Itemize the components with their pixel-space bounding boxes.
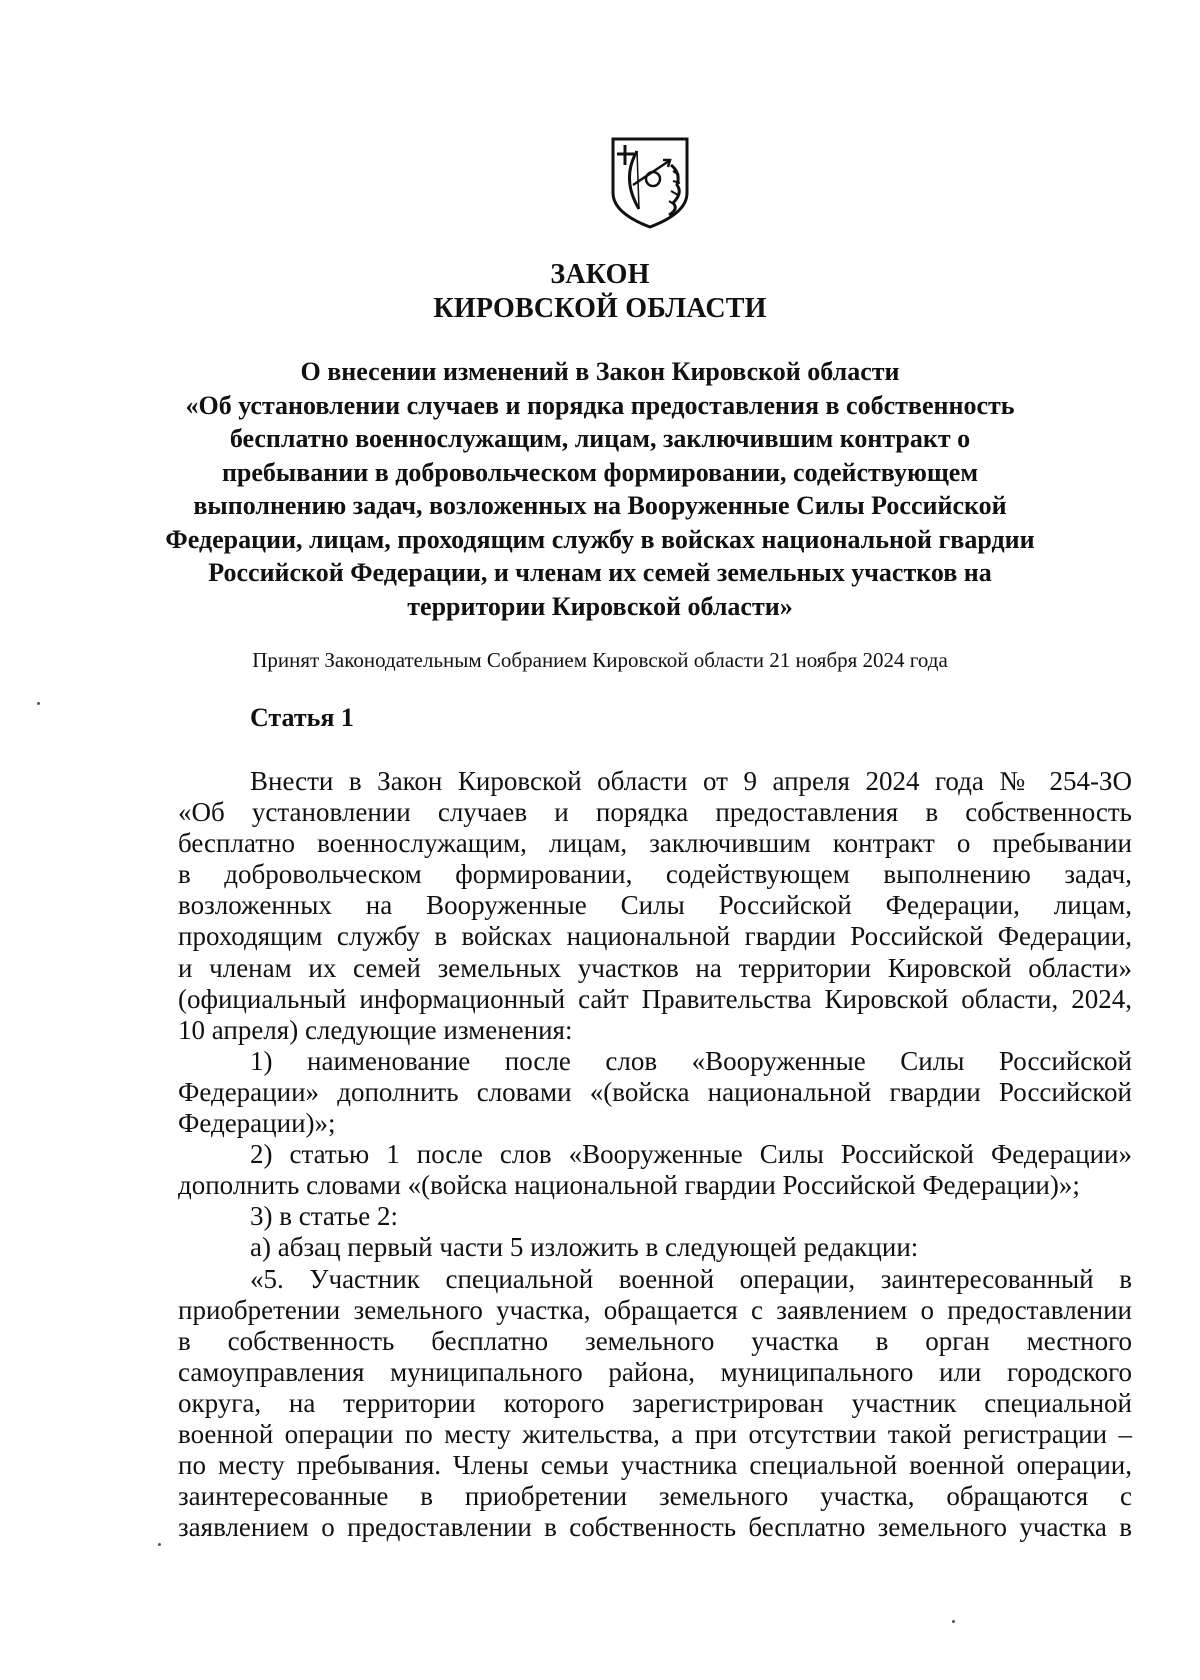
law-subject bbox=[160, 355, 1040, 623]
body-line: (официальный информационный сайт Правительства Кировской области, 2024, bbox=[178, 983, 1132, 1014]
body-line: в собственность бесплатно земельного участка в орган местного bbox=[178, 1325, 1132, 1356]
body-line: Федерации)»; bbox=[178, 1108, 336, 1139]
subject-line: выполнению задач, возложенных на Вооруженные Силы Российской bbox=[193, 491, 1007, 520]
body-line: 1) наименование после слов «Вооруженные Силы Российской bbox=[250, 1045, 1132, 1076]
article-body bbox=[178, 766, 1132, 1543]
body-line: 10 апреля) следующие изменения: bbox=[178, 1014, 573, 1045]
body-line: военной операции по месту жительства, а при отсутствии такой регистрации – bbox=[178, 1418, 1132, 1449]
body-line: по месту пребывания. Члены семьи участника специальной военной операции, bbox=[178, 1450, 1132, 1481]
body-line: бесплатно военнослужащим, лицам, заключившим контракт о пребывании bbox=[178, 828, 1132, 859]
scan-speck bbox=[158, 1543, 161, 1546]
body-line: заинтересованные в приобретении земельного участка, обращаются с bbox=[178, 1481, 1132, 1512]
subject-line: Федерации, лицам, проходящим службу в войсках национальной гвардии bbox=[165, 524, 1035, 554]
subject-line: О внесении изменений в Закон Кировской области bbox=[300, 357, 900, 386]
body-line: «Об установлении случаев и порядка предоставления в собственность bbox=[178, 797, 1132, 828]
body-line: в добровольческом формировании, содействующем выполнению задач, bbox=[178, 859, 1132, 890]
body-line: Внести в Закон Кировской области от 9 апреля 2024 года № 254-ЗО bbox=[250, 766, 1132, 796]
adoption-note: Принят Законодательным Собранием Кировской области 21 ноября 2024 года bbox=[252, 648, 948, 672]
subject-line: пребывании в добровольческом формировании, содействующем bbox=[221, 457, 979, 487]
subject-line: Российской Федерации, и членам их семей земельных участков на bbox=[208, 558, 992, 587]
body-line: заявлением о предоставлении в собственность бесплатно земельного участка в bbox=[178, 1512, 1132, 1543]
body-line: самоуправления муниципального района, муниципального или городского bbox=[178, 1356, 1132, 1387]
law-region-title: КИРОВСКОЙ ОБЛАСТИ bbox=[433, 293, 767, 324]
scan-speck bbox=[952, 1620, 955, 1623]
kirov-coat-of-arms-icon bbox=[607, 135, 693, 231]
body-line: приобретении земельного участка, обращается с заявлением о предоставлении bbox=[178, 1294, 1132, 1325]
body-line: возложенных на Вооруженные Силы Российской Федерации, лицам, bbox=[178, 890, 1132, 921]
body-line: «5. Участник специальной военной операции, заинтересованный в bbox=[250, 1263, 1132, 1294]
scan-speck bbox=[37, 702, 40, 705]
law-title: ЗАКОН bbox=[550, 259, 650, 290]
body-line: 2) статью 1 после слов «Вооруженные Силы Российской Федерации» bbox=[250, 1139, 1132, 1170]
body-line: Федерации» дополнить словами «(войска национальной гвардии Российской bbox=[178, 1076, 1132, 1107]
body-line: и членам их семей земельных участков на территории Кировской области» bbox=[178, 952, 1132, 983]
body-line: проходящим службу в войсках национальной гвардии Российской Федерации, bbox=[178, 921, 1132, 952]
body-line: 3) в статье 2: bbox=[250, 1201, 398, 1232]
article-heading: Статья 1 bbox=[250, 703, 354, 732]
body-line: округа, на территории которого зарегистрирован участник специальной bbox=[178, 1387, 1132, 1418]
subject-line: территории Кировской области» bbox=[407, 591, 793, 621]
subject-line: бесплатно военнослужащим, лицам, заключившим контракт о bbox=[229, 424, 971, 453]
body-line: а) абзац первый части 5 изложить в следующей редакции: bbox=[250, 1232, 919, 1263]
subject-line: «Об установлении случаев и порядка предоставления в собственность bbox=[185, 390, 1015, 420]
body-line: дополнить словами «(войска национальной гвардии Российской Федерации)»; bbox=[178, 1170, 1080, 1201]
